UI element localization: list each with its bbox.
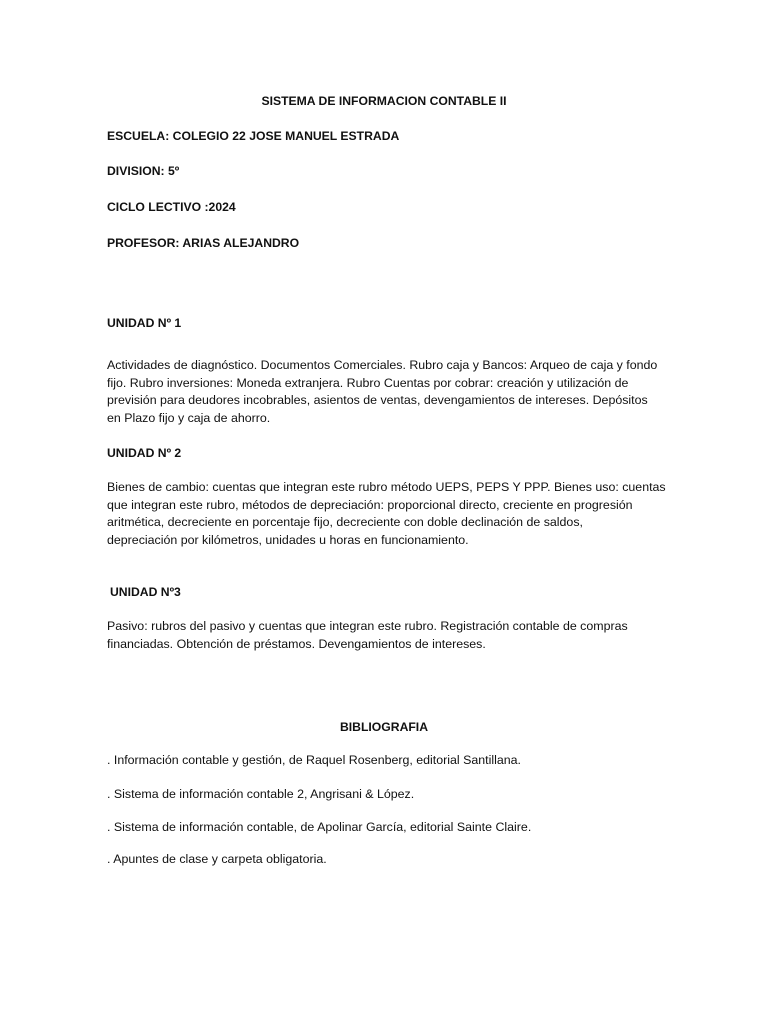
unit-2-content [107,479,667,549]
unit-3-line: financiadas. Obtención de préstamos. Devengamientos de intereses. [107,636,486,651]
unit-1-content [107,357,667,427]
unit-1-line: fijo. Rubro inversiones: Moneda extranjera. Rubro Cuentas por cobrar: creación y utilización de [107,375,629,390]
unit-1-heading: UNIDAD Nº 1 [107,316,182,330]
bibliography-item: . Apuntes de clase y carpeta obligatoria. [107,852,327,866]
unit-1-line: previsión para deudores incobrables, asientos de ventas, devengamientos de intereses. Depósitos [107,393,648,408]
unit-2-line: aritmética, decreciente en porcentaje fijo, decreciente con doble declinación de saldos, [107,515,583,530]
unit-2-line: Bienes de cambio: cuentas que integran este rubro método UEPS, PEPS Y PPP. Bienes uso: cuentas [107,480,666,494]
bibliography-item: . Información contable y gestión, de Raquel Rosenberg, editorial Santillana. [107,753,521,767]
bibliography-item: . Sistema de información contable, de Apolinar García, editorial Sainte Claire. [107,820,532,834]
bibliography-title: BIBLIOGRAFIA [339,720,428,734]
unit-2-line: que integran este rubro, métodos de depreciación: proporcional directo, creciente en progresión [107,497,633,512]
document-title: SISTEMA DE INFORMACION CONTABLE II [261,94,507,108]
unit-3-heading: UNIDAD Nº3 [110,585,181,599]
school-line: ESCUELA: COLEGIO 22 JOSE MANUEL ESTRADA [107,129,400,143]
unit-3-content [107,618,667,653]
teacher-line: PROFESOR: ARIAS ALEJANDRO [107,236,300,250]
unit-3-line: Pasivo: rubros del pasivo y cuentas que integran este rubro. Registración contable de compras [107,619,628,633]
division-line: DIVISION: 5º [107,164,180,178]
unit-2-line: depreciación por kilómetros, unidades u horas en funcionamiento. [107,532,469,547]
unit-2-heading: UNIDAD Nº 2 [107,446,182,460]
school-year-line: CICLO LECTIVO :2024 [107,200,236,214]
unit-1-line: en Plazo fijo y caja de ahorro. [107,410,271,425]
bibliography-item: . Sistema de información contable 2, Angrisani & López. [107,787,415,801]
unit-1-line: Actividades de diagnóstico. Documentos Comerciales. Rubro caja y Bancos: Arqueo de caja y fondo [107,358,658,372]
